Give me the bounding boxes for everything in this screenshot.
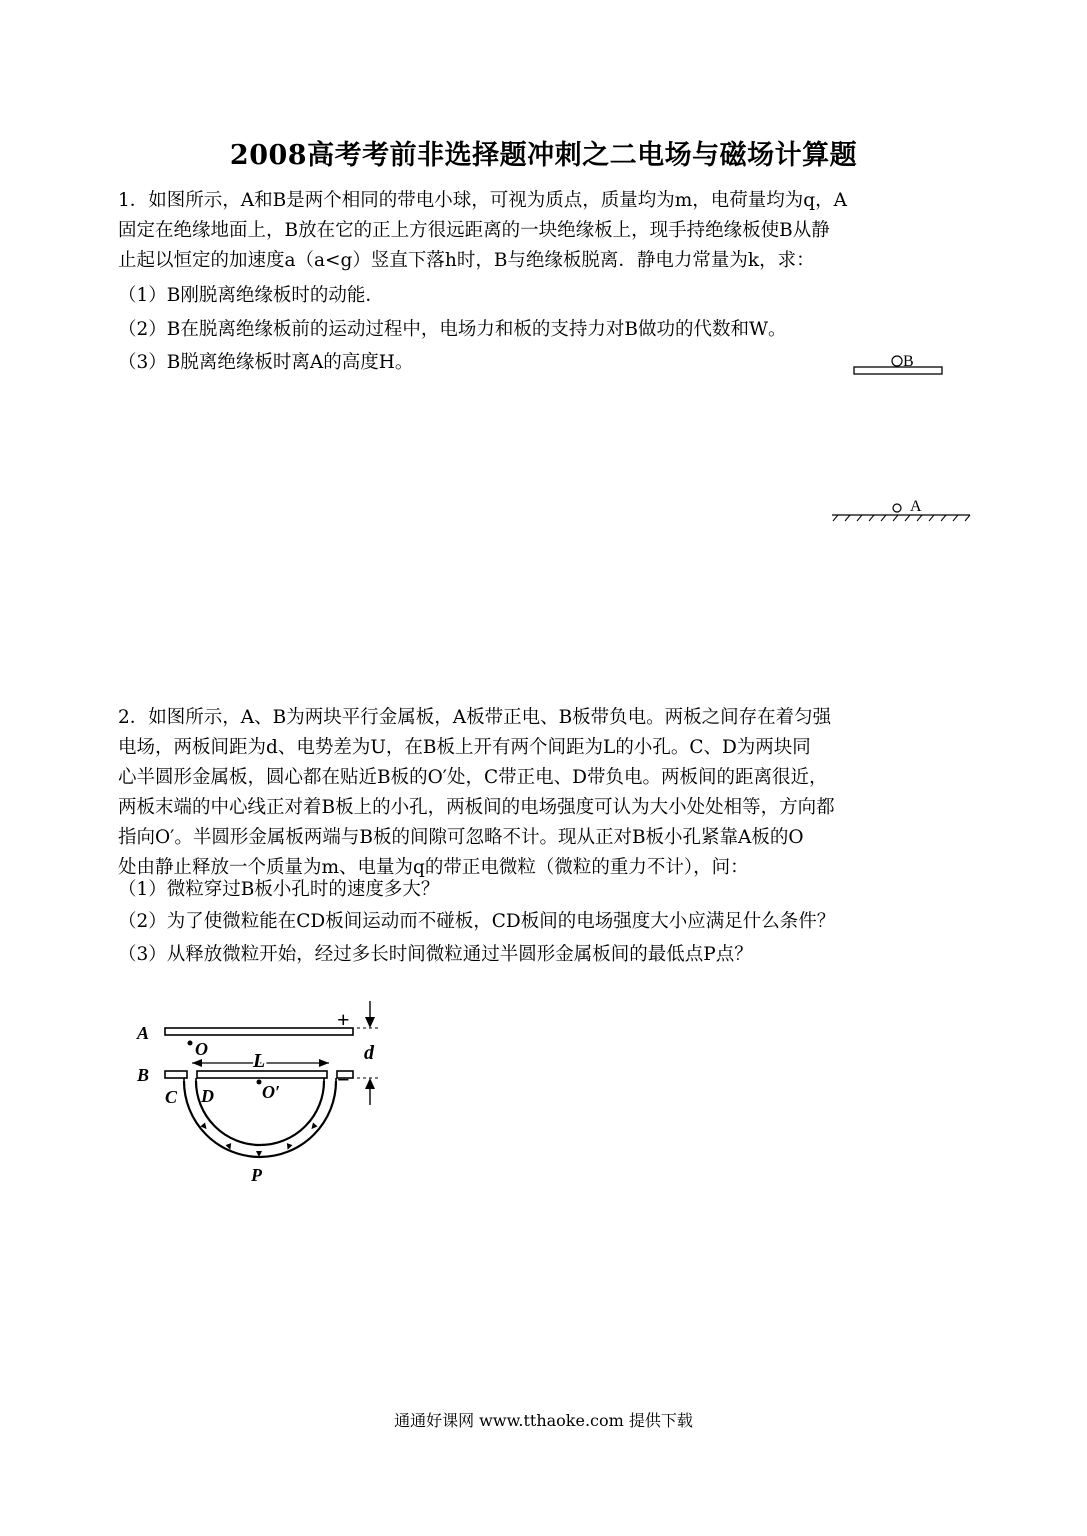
plate-b-minus-sign: − [337, 1067, 350, 1092]
q1-line: 固定在绝缘地面上，B放在它的正上方很远距离的一块绝缘板上，现手持绝缘板使B从静 [118, 220, 830, 241]
ball-b [892, 356, 902, 366]
ball-a [893, 504, 901, 512]
footer: 通通好课网 www.tthaoke.com 提供下载 [394, 1411, 693, 1430]
label-o: O [195, 1039, 208, 1059]
q1-part-3: （3）B脱离绝缘板时离A的高度H。 [118, 352, 414, 373]
label-a: A [910, 498, 922, 515]
plate-a-plus-sign: + [337, 1007, 350, 1032]
q2-part-2: （2）为了使微粒能在CD板间运动而不碰板，CD板间的电场强度大小应满足什么条件？ [118, 911, 836, 932]
q1-line: 止起以恒定的加速度a（a<g）竖直下落h时，B与绝缘板脱离．静电力常量为k，求： [118, 250, 815, 271]
question-2-stem [118, 703, 970, 883]
label-p: P [251, 1165, 262, 1185]
q2-line: 2．如图所示，A、B为两块平行金属板，A板带正电、B板带负电。两板之间存在着匀强 [118, 707, 832, 728]
q1-line: 1．如图所示，A和B是两个相同的带电小球，可视为质点，质量均为m，电荷量均为q，A [118, 190, 847, 211]
d-arrow-top-head [365, 1017, 375, 1028]
label-plate-d: D [201, 1086, 214, 1106]
q2-line: 两板末端的中心线正对着B板上的小孔，两板间的电场强度可认为大小处处相等，方向都 [118, 797, 835, 818]
field-arrows [200, 1123, 317, 1157]
q2-line: 指向O′。半圆形金属板两端与B板的间隙可忽略不计。现从正对B板小孔紧靠A板的O [118, 827, 804, 848]
q1-part-2: （2）B在脱离绝缘板前的运动过程中，电场力和板的支持力对B做功的代数和W。 [118, 319, 787, 340]
point-o [188, 1041, 193, 1046]
q2-part-3: （3）从释放微粒开始，经过多长时间微粒通过半圆形金属板间的最低点P点？ [118, 944, 753, 965]
q2-figure [125, 995, 405, 1195]
q2-part-1: （1）微粒穿过B板小孔时的速度多大？ [118, 879, 440, 900]
q2-line: 心半圆形金属板，圆心都在贴近B板的O′处，C带正电、D带负电。两板间的距离很近， [118, 767, 828, 788]
page-title: 2008高考考前非选择题冲刺之二电场与磁场计算题 [229, 140, 858, 171]
label-l: L [253, 1050, 266, 1072]
q2-line: 处由静止释放一个质量为m、电量为q的带正电微粒（微粒的重力不计），问： [118, 857, 749, 878]
point-o-prime [257, 1080, 262, 1085]
q1-figure [820, 340, 980, 530]
label-plate-c: C [165, 1087, 178, 1107]
plate-d-inner [196, 1081, 324, 1145]
plate-b-left [165, 1071, 187, 1078]
label-o-prime: O′ [262, 1082, 281, 1102]
plate-a [165, 1028, 353, 1035]
label-plate-b: B [137, 1065, 150, 1085]
ground-hatch [833, 515, 970, 521]
l-arrow-right [319, 1059, 329, 1067]
label-b: B [903, 353, 914, 370]
q2-line: 电场，两板间距为d、电势差为U，在B板上开有两个间距为L的小孔。C、D为两块同 [118, 737, 811, 758]
q1-part-1: （1）B刚脱离绝缘板时的动能． [118, 285, 384, 306]
insulating-board [854, 367, 942, 374]
label-d-gap: d [364, 1042, 374, 1064]
d-arrow-bottom-head [365, 1078, 375, 1089]
label-plate-a: A [137, 1023, 150, 1043]
l-arrow-left [192, 1059, 202, 1067]
plate-b-middle [197, 1071, 327, 1078]
question-1-stem [118, 186, 970, 276]
